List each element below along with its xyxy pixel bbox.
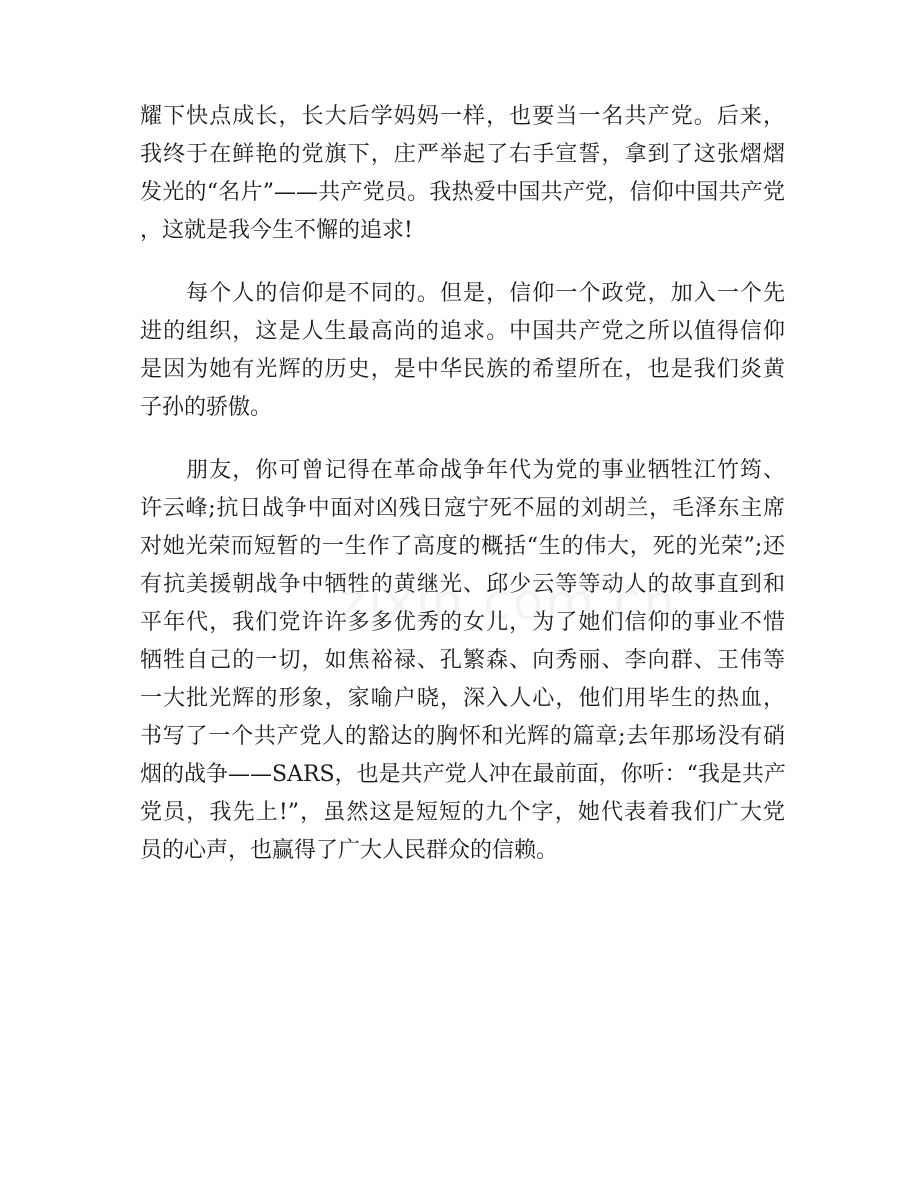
text-line: 进的组织，这是人生最高尚的追求。中国共产党之所以值得信仰 bbox=[140, 319, 785, 344]
text-line: 是因为她有光辉的历史，是中华民族的希望所在，也是我们炎黄 bbox=[140, 357, 785, 382]
paragraph bbox=[140, 275, 785, 427]
text-line: 我终于在鲜艳的党旗下，庄严举起了右手宣誓，拿到了这张熠熠 bbox=[140, 142, 785, 167]
text-line: 许云峰;抗日战争中面对凶残日寇宁死不屈的刘胡兰，毛泽东主席 bbox=[140, 496, 785, 521]
text-line: 发光的“名片”——共产党员。我热爱中国共产党，信仰中国共产党 bbox=[140, 180, 785, 205]
text-line: 书写了一个共产党人的豁达的胸怀和光辉的篇章;去年那场没有硝 bbox=[140, 724, 785, 749]
text-line: 烟的战争——SARS，也是共产党人冲在最前面，你听：“我是共产 bbox=[140, 762, 786, 787]
text-line: 子孙的骄傲。 bbox=[140, 395, 273, 420]
text-line: 牺牲自己的一切，如焦裕禄、孔繁森、向秀丽、李向群、王伟等 bbox=[140, 648, 785, 673]
text-line: 平年代，我们党许许多多优秀的女儿，为了她们信仰的事业不惜 bbox=[140, 610, 785, 635]
text-line: 耀下快点成长，长大后学妈妈一样，也要当一名共产党。后来， bbox=[140, 104, 785, 129]
text-line: 对她光荣而短暂的一生作了高度的概括“生的伟大，死的光荣”;还 bbox=[140, 534, 785, 559]
document-body bbox=[140, 98, 785, 895]
text-line: 一大批光辉的形象，家喻户晓，深入人心，他们用毕生的热血， bbox=[140, 686, 785, 711]
text-line: 每个人的信仰是不同的。但是，信仰一个政党，加入一个先 bbox=[140, 281, 785, 306]
paragraph bbox=[140, 98, 785, 250]
paragraph bbox=[140, 452, 785, 870]
text-line: ，这就是我今生不懈的追求! bbox=[140, 218, 413, 243]
text-line: 朋友，你可曾记得在革命战争年代为党的事业牺牲江竹筠、 bbox=[140, 458, 785, 483]
text-line: 党员，我先上!”，虽然这是短短的九个字，她代表着我们广大党 bbox=[140, 800, 785, 825]
text-line: 员的心声，也赢得了广大人民群众的信赖。 bbox=[140, 838, 559, 863]
text-line: 有抗美援朝战争中牺牲的黄继光、邱少云等等动人的故事直到和 bbox=[140, 572, 785, 597]
